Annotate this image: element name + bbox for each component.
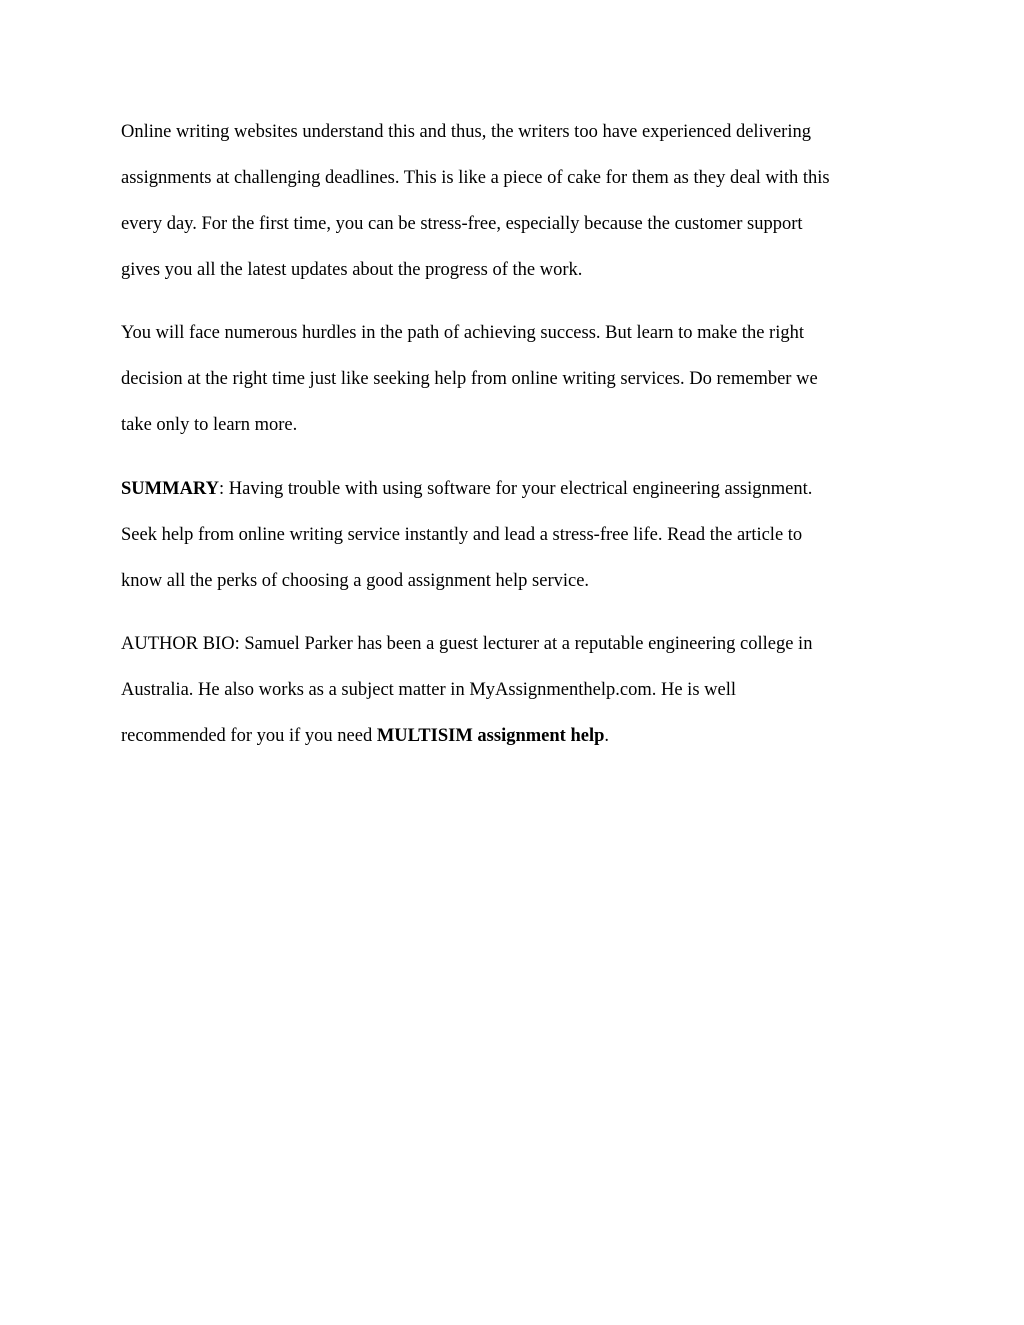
paragraph-line: assignments at challenging deadlines. This is like a piece of cake for them as they deal with this: [121, 168, 830, 188]
multisim-keyword: MULTISIM assignment help: [376, 726, 605, 746]
paragraph-line: Seek help from online writing service instantly and lead a stress-free life. Read the article to: [121, 525, 803, 545]
paragraph-line: every day. For the first time, you can be stress-free, especially because the customer support: [121, 214, 803, 234]
paragraph-line: AUTHOR BIO: Samuel Parker has been a guest lecturer at a reputable engineering college in: [121, 634, 813, 654]
paragraph-line: You will face numerous hurdles in the path of achieving success. But learn to make the right: [121, 323, 804, 343]
paragraph-line: know all the perks of choosing a good assignment help service.: [121, 571, 590, 591]
paragraph-line: take only to learn more.: [121, 415, 298, 435]
paragraph-line: decision at the right time just like seeking help from online writing services. Do remember we: [121, 369, 818, 389]
paragraph-line: Australia. He also works as a subject matter in MyAssignmenthelp.com. He is well: [121, 680, 736, 700]
paragraph-line: gives you all the latest updates about the progress of the work.: [121, 260, 583, 280]
paragraph-line: [121, 725, 609, 747]
summary-label: SUMMARY: [121, 479, 220, 499]
author-bio-period: .: [604, 726, 609, 746]
paragraph-line: Online writing websites understand this and thus, the writers too have experienced delivering: [121, 122, 811, 142]
summary-text: : Having trouble with using software for your electrical engineering assignment.: [219, 479, 813, 499]
author-bio-text: recommended for you if you need: [121, 726, 377, 746]
paragraph-line: [121, 478, 812, 500]
